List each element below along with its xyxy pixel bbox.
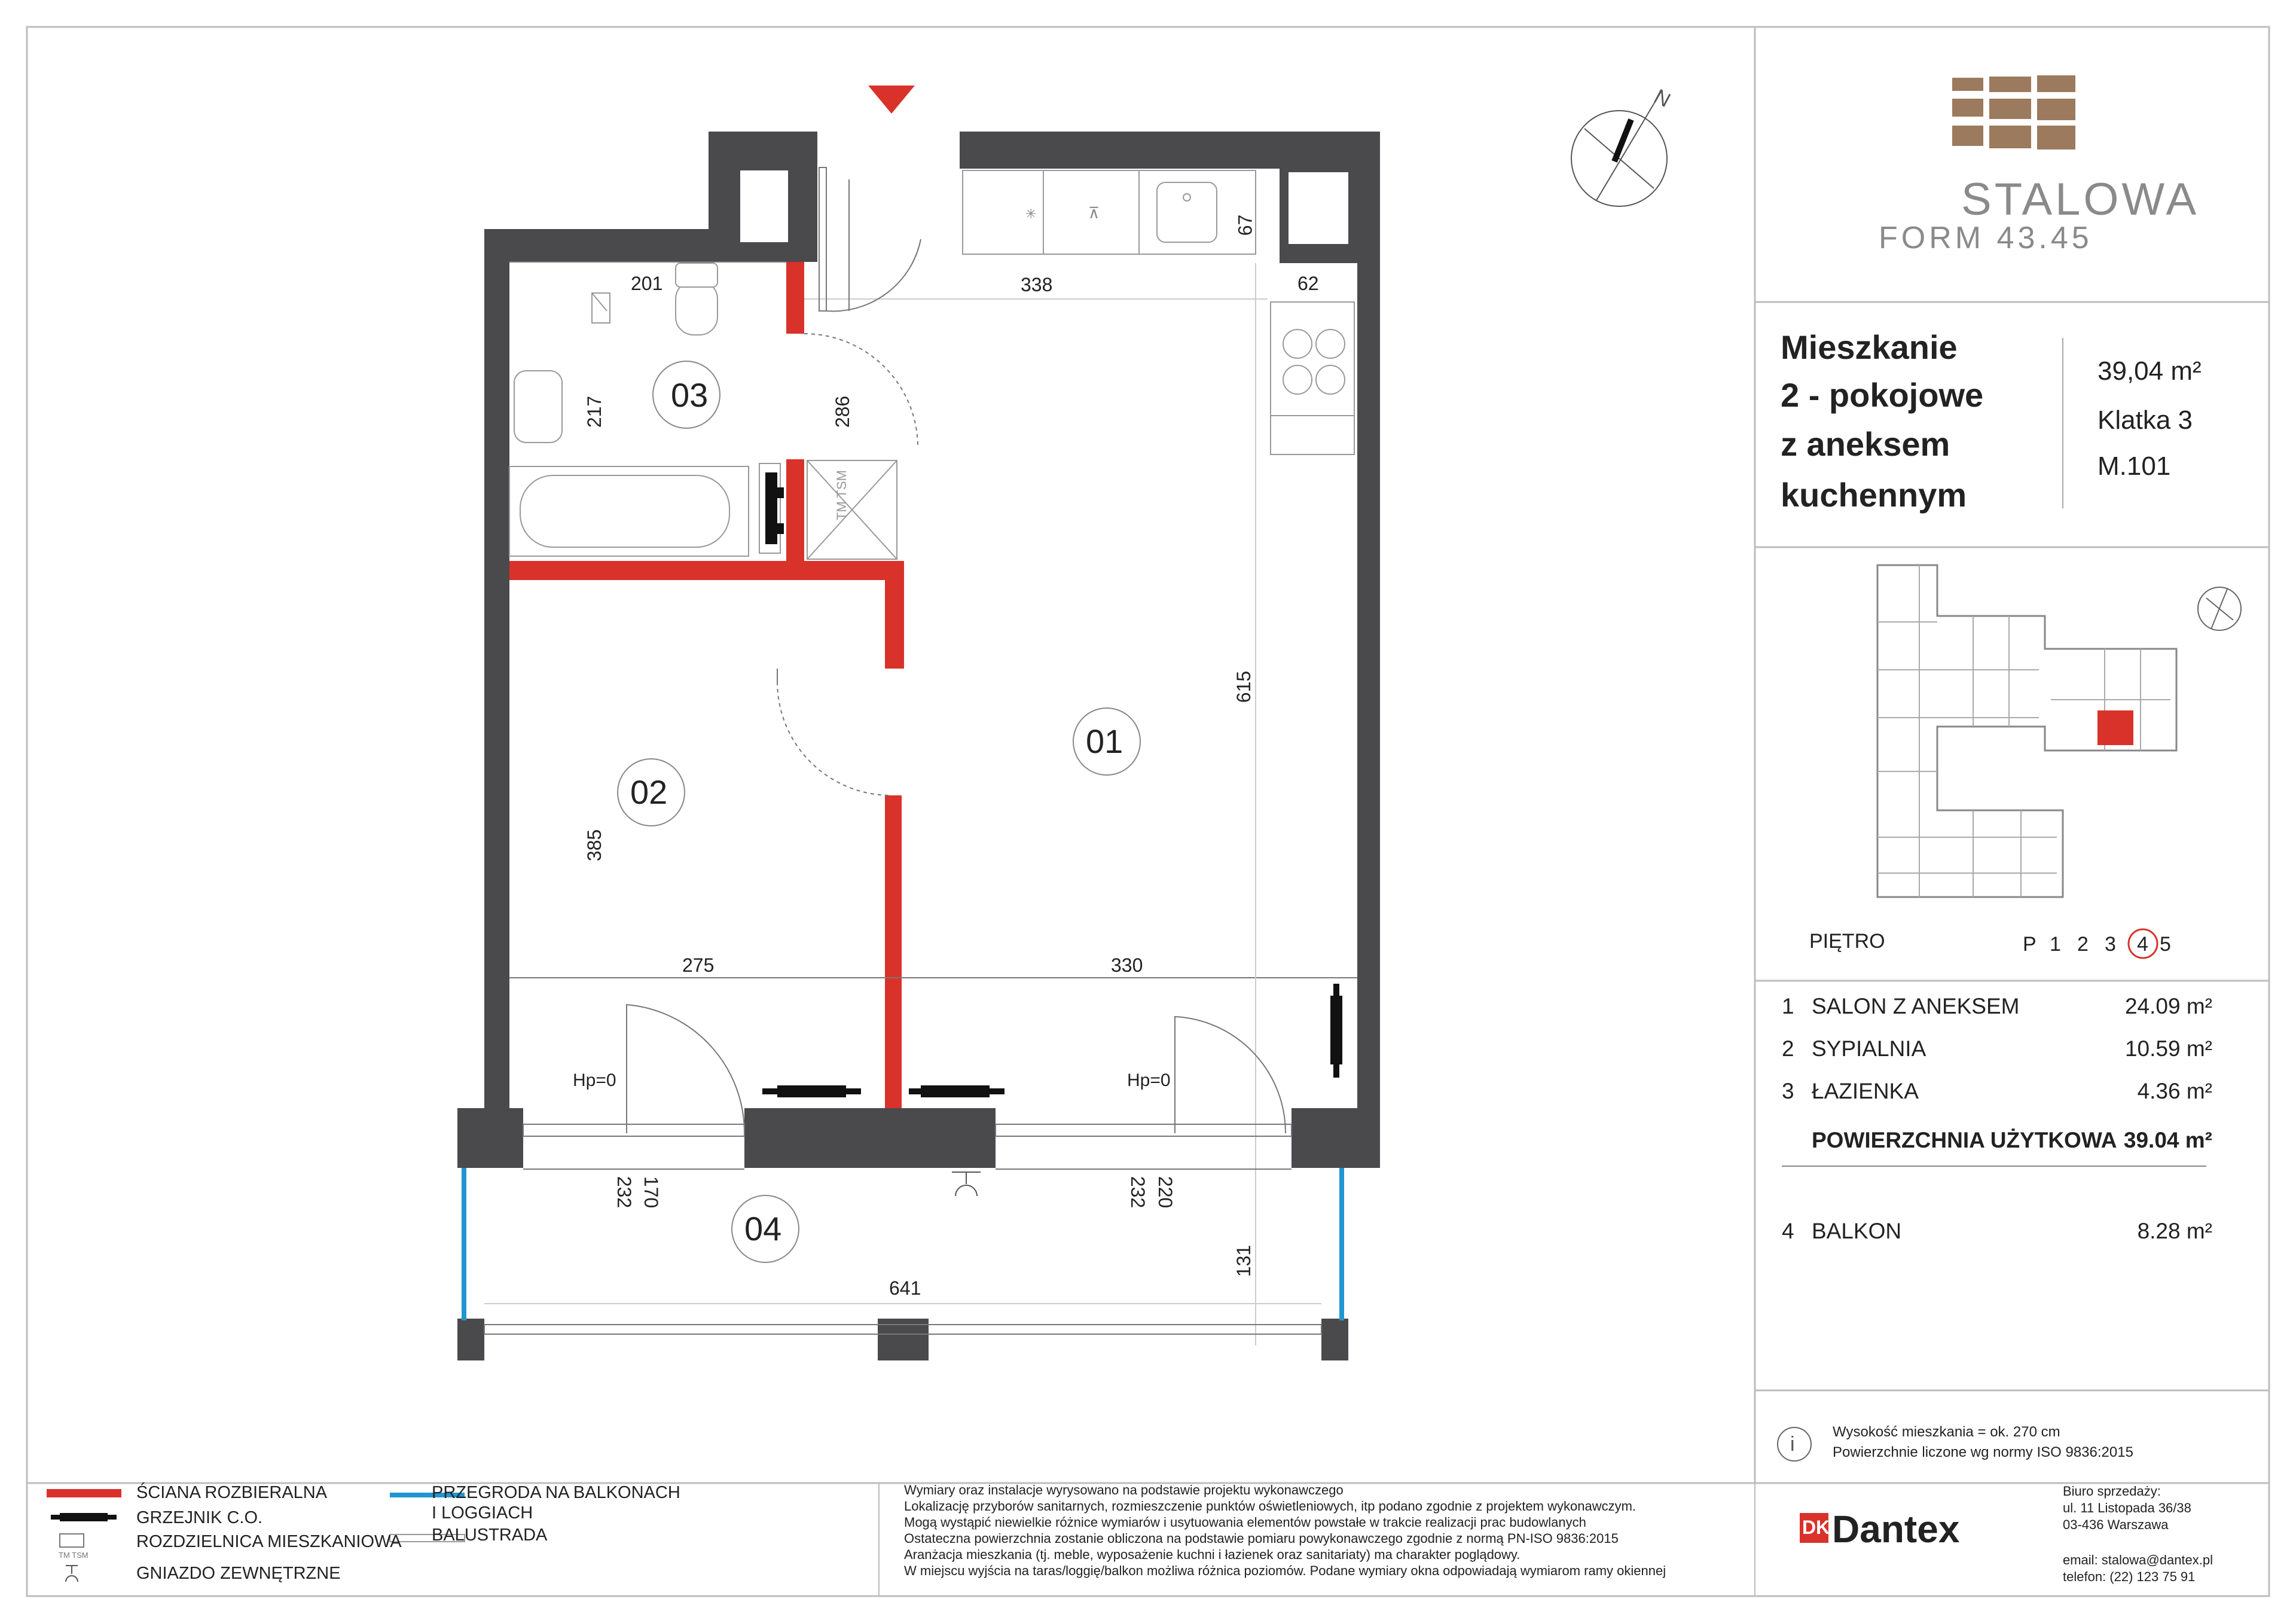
legend-partition-1: PRZEGRODA NA BALKONACH [432,1483,680,1502]
office-phone[interactable]: telefon: (22) 123 75 91 [2063,1569,2196,1584]
apartment-title-4: kuchennym [1781,476,1967,514]
room-row-3 [1782,1079,2212,1115]
disclaimer-2: Lokalizację przyborów sanitarnych, rozmieszczenie punktów oświetleniowych, itp podano zgodnie z projektem wykonawczym. [904,1499,1636,1514]
dim-641: 641 [889,1277,921,1299]
legend-radiator: GRZEJNIK C.O. [136,1508,263,1527]
balcony-post-left [457,1319,484,1360]
floor-label: PIĘTRO [1809,930,1885,953]
compass-letter: N [1650,85,1674,112]
dim-220: 220 [1155,1176,1177,1209]
threshold-left: Hp=0 [573,1070,616,1090]
balcony-partition-left [462,1168,466,1320]
dishwasher-icon: ✳ [1025,206,1037,221]
dim-62: 62 [1297,273,1319,294]
dantex-logo-mark: DK [1802,1517,1830,1538]
dim-615: 615 [1233,670,1255,703]
key-plan-compass-icon [2198,587,2241,630]
dantex-logo-text: Dantex [1832,1508,1960,1551]
wine-glass-icon: ⊼ [1088,204,1100,222]
removable-wall-partition-top [885,561,904,669]
balcony-row [1782,1219,2212,1255]
floor-level-p[interactable]: P [2023,933,2037,956]
disclaimer-6: W miejscu wyjścia na taras/loggię/balkon możliwa różnica poziomów. Podane wymiary okna odpowiadają wymiarom ramy okiennej [904,1563,1666,1578]
office-address-2: 03-436 Warszawa [2063,1517,2169,1532]
wall-bottom-mid [744,1108,996,1168]
room-row-area: 24.09 m² [2124,994,2212,1018]
wall-bottom-right [1292,1108,1380,1168]
wall-top-bath [484,229,712,262]
stalowa-logo-icon [1952,75,2075,150]
shaft-right-inner [1289,172,1348,244]
floor-level-1[interactable]: 1 [2050,933,2061,956]
legend-partition-2: I LOGGIACH [432,1503,533,1523]
floor-level-2[interactable]: 2 [2077,933,2089,956]
legend-outlet-icon [66,1566,78,1582]
dim-217: 217 [584,395,606,428]
usable-area-label: POWIERZCHNIA UŻYTKOWA [1812,1128,2117,1152]
info-height: Wysokość mieszkania = ok. 270 cm [1833,1424,2060,1440]
dim-330: 330 [1111,954,1143,976]
dim-275: 275 [682,954,715,976]
room-label-01: 01 [1086,722,1123,760]
dim-201: 201 [631,273,663,294]
wall-bottom-left [457,1108,523,1168]
balcony-row-area: 8.28 m² [2137,1219,2212,1243]
legend-removable-wall-swatch [47,1489,121,1497]
disclaimer-4: Ostateczna powierzchnia zostanie obliczona na podstawie pomiaru powykonawczego zgodnie z normą PN-ISO 9836:2015 [904,1531,1619,1546]
radiator-right [1330,996,1342,1064]
wall-left [484,229,509,1108]
threshold-right: Hp=0 [1127,1070,1171,1090]
balcony-row-number: 4 [1782,1219,1794,1243]
usable-area-row [1782,1128,2212,1164]
wall-right [1357,132,1380,1112]
room-label-04: 04 [744,1210,782,1247]
info-icon-letter: i [1790,1433,1795,1456]
legend-removable-wall: ŚCIANA ROZBIERALNA [136,1483,328,1502]
legend-distribution-box-tag: TM TSM [59,1551,88,1560]
usable-area-value: 39.04 m² [2123,1128,2212,1152]
removable-wall-bath-bottom [509,561,904,580]
brand-name: STALOWA [1961,174,2200,225]
room-row-number: 1 [1782,994,1794,1018]
apartment-title-3: z aneksem [1781,425,1950,463]
floor-level-5[interactable]: 5 [2160,933,2171,956]
apartment-unit: M.101 [2097,451,2171,481]
radiator-bedroom [777,1085,846,1097]
apartment-staircase: Klatka 3 [2097,405,2193,435]
office-label: Biuro sprzedaży: [2063,1484,2161,1499]
bathroom-door [804,334,918,447]
apartment-area: 39,04 m² [2097,356,2202,386]
dim-170: 170 [640,1176,662,1209]
dim-67: 67 [1234,214,1256,236]
removable-wall-bath-top [786,262,804,334]
bedroom-door [777,682,891,795]
room-label-02: 02 [630,773,668,811]
room-row-1 [1782,994,2212,1030]
outdoor-outlet-icon [952,1172,981,1196]
dim-131: 131 [1233,1244,1255,1277]
dim-385: 385 [584,829,606,862]
balcony-partition-right [1339,1168,1344,1320]
balcony-row-name: BALKON [1812,1219,1902,1243]
room-row-name: SYPIALNIA [1812,1036,1926,1061]
legend-distribution-box-icon [60,1534,84,1547]
disclaimer-5: Aranżacja mieszkania (tj. meble, wyposażenie kuchni i łazienek oraz sanitariaty) ma charakter poglądowy. [904,1547,1521,1562]
room-row-name: SALON Z ANEKSEM [1812,994,2020,1018]
brand-subtitle: FORM 43.45 [1879,221,2093,255]
office-email[interactable]: email: stalowa@dantex.pl [2063,1552,2213,1567]
legend-distribution-box: ROZDZIELNICA MIESZKANIOWA [136,1532,402,1551]
dim-338: 338 [1021,274,1053,295]
room-row-2 [1782,1036,2212,1072]
floor-level-4[interactable]: 4 [2137,933,2148,956]
apartment-title-1: Mieszkanie [1781,328,1958,366]
page-frame [27,27,2269,1596]
legend-outlet: GNIAZDO ZEWNĘTRZNE [136,1564,341,1583]
floor-level-3[interactable]: 3 [2105,933,2116,956]
office-address-1: ul. 11 Listopada 36/38 [2063,1500,2191,1515]
disclaimer-1: Wymiary oraz instalacje wyrysowano na podstawie projektu wykonawczego [904,1482,1344,1497]
entry-marker-icon [868,86,915,114]
room-row-name: ŁAZIENKA [1812,1079,1919,1103]
dim-232-right: 232 [1127,1176,1149,1209]
legend-radiator-icon [51,1513,117,1521]
dim-232-left: 232 [613,1176,636,1209]
legend-balustrade: BALUSTRADA [432,1526,548,1545]
compass-icon [1571,90,1667,206]
room-row-number: 3 [1782,1079,1794,1103]
room-row-area: 4.36 m² [2137,1079,2212,1103]
room-row-area: 10.59 m² [2124,1036,2212,1061]
apartment-title-2: 2 - pokojowe [1781,376,1984,414]
shaft-left-inner [740,170,788,242]
balcony-post-right [1321,1319,1348,1360]
removable-wall-bath-shaft [786,459,804,561]
radiator-salon [921,1085,990,1097]
removable-wall-partition-bottom [885,795,902,1108]
disclaimer-3: Mogą wystąpić niewielkie różnice wymiarów i usytuowania elementów powstałe w trakcie realizacji prac budowlanych [904,1515,1586,1530]
entrance-door [819,167,921,311]
key-plan-unit-highlight [2097,710,2133,745]
info-norm: Powierzchnie liczone wg normy ISO 9836:2015 [1833,1444,2133,1460]
meter-box-label: TM TSM [834,470,849,520]
room-row-number: 2 [1782,1036,1794,1061]
dim-286: 286 [832,395,854,428]
room-label-03: 03 [671,376,709,414]
